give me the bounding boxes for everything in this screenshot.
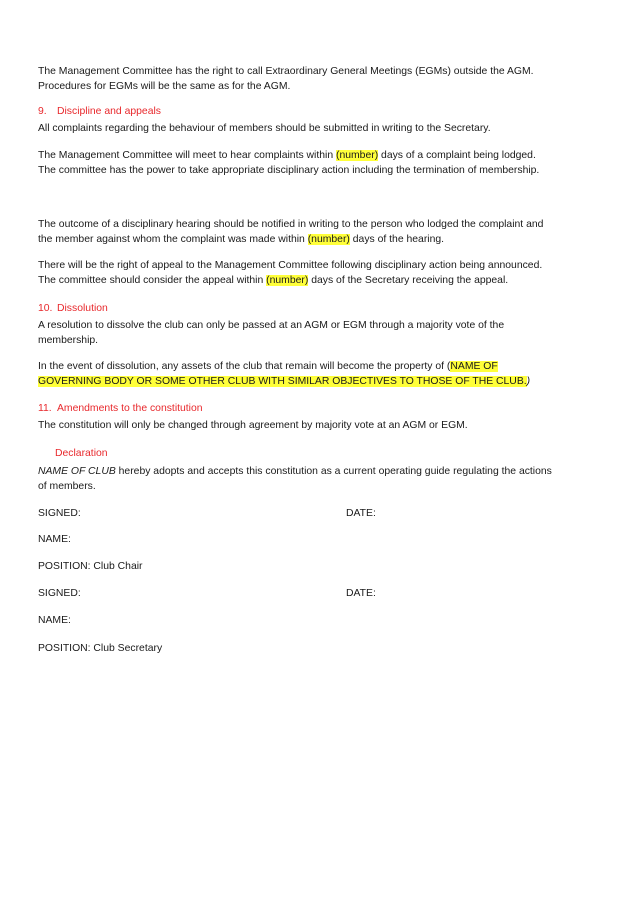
position-row-2 [38,641,598,656]
number-placeholder: (number) [266,275,309,286]
date-label: DATE: [346,588,376,599]
declaration-paragraph: NAME OF CLUB hereby adopts and accepts this constitution as a current operating guide regulating the actions of members. [38,466,552,492]
appeal-paragraph: There will be the right of appeal to the Management Committee following disciplinary action being announced. The committee should consider the appeal within (number) days of the Secretary receiving the appeal. [38,260,543,286]
governing-body-placeholder: NAME OF [450,361,498,372]
complaints-paragraph: All complaints regarding the behaviour of members should be submitted in writing to the Secretary. [38,123,491,134]
section-11-heading: 11. Amendments to the constitution [38,403,203,414]
name-label: NAME: [38,615,71,626]
signed-label: SIGNED: [38,588,81,599]
section-9-heading: 9. Discipline and appeals [38,106,161,117]
egm-paragraph: The Management Committee has the right to call Extraordinary General Meetings (EGMs) outside the AGM. Procedures for EGMs will be the same as for the AGM. [38,66,534,92]
signature-row-1 [38,506,598,521]
declaration-heading: Declaration [55,448,108,459]
amendments-paragraph: The constitution will only be changed through agreement by majority vote at an AGM or EGM. [38,420,468,431]
number-placeholder: (number) [336,150,379,161]
section-10-heading: 10. Dissolution [38,303,108,314]
date-label: DATE: [346,508,376,519]
name-label: NAME: [38,534,71,545]
governing-body-placeholder-cont: GOVERNING BODY OR SOME OTHER CLUB WITH SIMILAR OBJECTIVES TO THOSE OF THE CLUB. [38,376,527,387]
name-row-2 [38,613,598,628]
position-row-1 [38,559,598,574]
dissolution-resolution-paragraph: A resolution to dissolve the club can only be passed at an AGM or EGM through a majority vote of the membership. [38,320,505,346]
signature-row-2 [38,586,598,601]
club-name-placeholder: NAME OF CLUB [38,466,116,477]
name-row-1 [38,532,598,547]
position-secretary-label: POSITION: Club Secretary [38,643,163,654]
signed-label: SIGNED: [38,508,81,519]
outcome-paragraph: The outcome of a disciplinary hearing should be notified in writing to the person who lodged the complaint and the member against whom the complaint was made within (number) days of the hearing. [38,219,544,245]
hearing-paragraph: The Management Committee will meet to hear complaints within (number) days of a complaint being lodged. The committee has the power to take appropriate disciplinary action including the termination of membership. [38,150,540,176]
number-placeholder: (number) [307,234,350,245]
assets-paragraph: In the event of dissolution, any assets of the club that remain will become the property of (NAME OF GOVERNING BODY OR SOME OTHER CLUB WITH SIMILAR OBJECTIVES TO THOSE OF THE CLUB.) [38,361,531,387]
position-chair-label: POSITION: Club Chair [38,561,143,572]
